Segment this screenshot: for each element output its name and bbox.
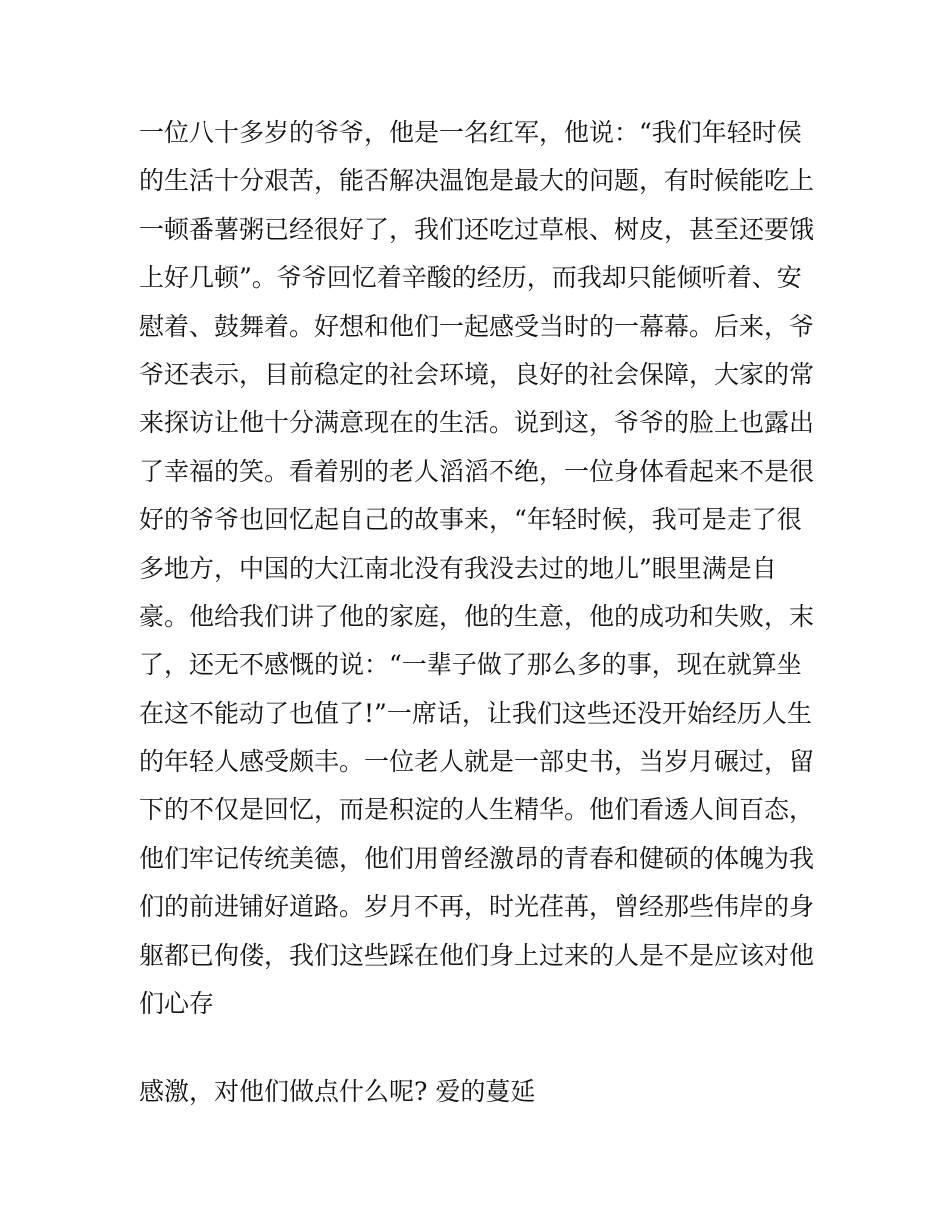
text-line: 好的爷爷也回忆起自己的故事来，“年轻时候，我可是走了很 — [139, 505, 802, 535]
body-paragraph — [139, 109, 829, 1028]
text-line: 一位八十多岁的爷爷，他是一名红军，他说：“我们年轻时侯 — [139, 118, 802, 147]
text-line: 的生活十分艰苦，能否解决温饱是最大的问题，有时候能吃上 — [139, 166, 815, 196]
text-line: 他们牢记传统美德，他们用曾经激昂的青春和健硕的体魄为我 — [139, 843, 815, 873]
text-line: 了幸福的笑。看着别的老人滔滔不绝，一位身体看起来不是很 — [139, 456, 815, 486]
text-line: 下的不仅是回忆，而是积淀的人生精华。他们看透人间百态， — [139, 795, 815, 825]
text-line: 躯都已佝偻，我们这些踩在他们身上过来的人是不是应该对他 — [139, 940, 815, 970]
text-line: 豪。他给我们讲了他的家庭，他的生意，他的成功和失败，末 — [139, 601, 815, 631]
text-line: 了，还无不感慨的说：“一辈子做了那么多的事，现在就算坐 — [139, 650, 802, 680]
closing-line: 感激，对他们做点什么呢? 爱的蔓延 — [139, 1077, 536, 1106]
text-line: 慰着、鼓舞着。好想和他们一起感受当时的一幕幕。后来，爷 — [139, 311, 815, 341]
text-line: 们心存 — [139, 989, 215, 1019]
text-line: 们的前进铺好道路。岁月不再，时光荏苒，曾经那些伟岸的身 — [139, 892, 815, 922]
text-line: 来探访让他十分满意现在的生活。说到这，爷爷的脸上也露出 — [139, 408, 815, 438]
text-line: 多地方，中国的大江南北没有我没去过的地儿”眼里满是自 — [139, 553, 777, 583]
text-line: 上好几顿”。爷爷回忆着辛酸的经历，而我却只能倾听着、安 — [139, 263, 802, 293]
text-line: 的年轻人感受颇丰。一位老人就是一部史书，当岁月碾过，留 — [139, 747, 815, 777]
text-line: 在这不能动了也值了!”一席话，让我们这些还没开始经历人生 — [139, 698, 812, 728]
text-line: 一顿番薯粥已经很好了，我们还吃过草根、树皮，甚至还要饿 — [139, 214, 815, 244]
text-line: 爷还表示，目前稳定的社会环境，良好的社会保障，大家的常 — [139, 359, 815, 389]
